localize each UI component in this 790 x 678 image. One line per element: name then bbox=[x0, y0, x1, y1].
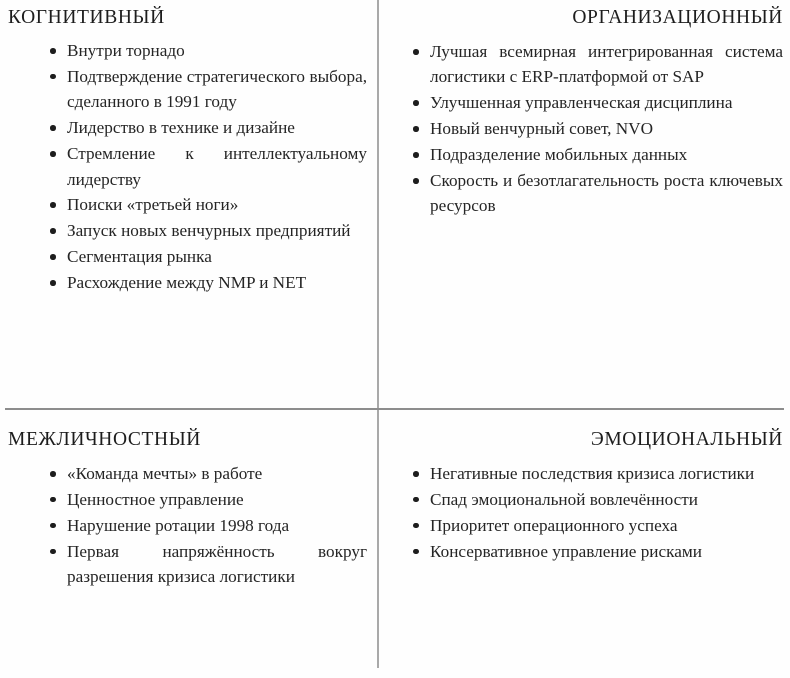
list-item bbox=[401, 539, 783, 564]
list-item bbox=[401, 487, 783, 512]
list-item-text: «Команда мечты» в работе bbox=[67, 464, 263, 483]
list-item bbox=[8, 192, 367, 217]
list-item-text: Сегментация рынка bbox=[67, 247, 212, 267]
list-item bbox=[8, 115, 367, 140]
list-item-text: Поиски «третьей ноги» bbox=[67, 195, 239, 215]
quadrant-title-cognitive: КОГНИТИВНЫЙ bbox=[8, 7, 165, 28]
quadrant-cognitive bbox=[0, 0, 377, 408]
list-item bbox=[8, 461, 367, 486]
list-item-text: Новый венчурный совет, NVO bbox=[430, 119, 653, 139]
list-item bbox=[8, 270, 367, 295]
quadrant-title-organizational: ОРГАНИЗАЦИОННЫЙ bbox=[572, 7, 783, 28]
list-item bbox=[401, 90, 783, 115]
list-item bbox=[401, 142, 783, 167]
quadrant-organizational bbox=[379, 0, 790, 408]
list-item-text: Внутри торнадо bbox=[67, 41, 185, 60]
list-interpersonal bbox=[8, 461, 367, 590]
list-item bbox=[8, 64, 367, 115]
list-item bbox=[8, 539, 367, 590]
list-item-text: Лидерство в технике и дизайне bbox=[67, 118, 295, 138]
list-organizational bbox=[401, 39, 783, 219]
list-item-text: Улучшенная управленческая дисциплина bbox=[430, 93, 733, 113]
list-item-text: Приоритет операционного успеха bbox=[430, 515, 678, 535]
list-item bbox=[401, 513, 783, 538]
list-item-text: Скорость и безотлагательность роста ключевых ресурсов bbox=[430, 171, 783, 216]
list-item bbox=[8, 487, 367, 512]
list-item-text: Запуск новых венчурных предприятий bbox=[67, 221, 351, 241]
list-item-text: Спад эмоциональной вовлечённости bbox=[430, 489, 698, 509]
list-item-text: Нарушение ротации 1998 года bbox=[67, 515, 290, 535]
quadrant-title-interpersonal: МЕЖЛИЧНОСТНЫЙ bbox=[8, 429, 201, 450]
list-item bbox=[401, 116, 783, 141]
list-item bbox=[8, 513, 367, 538]
list-item-text: Ценностное управление bbox=[67, 489, 244, 509]
list-item-text: Первая напряжённость вокруг разрешения кризиса логистики bbox=[67, 541, 367, 587]
list-item bbox=[401, 168, 783, 219]
list-item bbox=[401, 39, 783, 90]
list-item-text: Подтверждение стратегического выбора, сделанного в 1991 году bbox=[67, 66, 367, 112]
list-item bbox=[8, 218, 367, 243]
list-item bbox=[401, 461, 783, 486]
list-item bbox=[8, 141, 367, 192]
list-emotional bbox=[401, 461, 783, 564]
quadrant-emotional bbox=[379, 410, 790, 678]
list-item-text: Расхождение между NMP и NET bbox=[67, 273, 307, 293]
list-item-text: Подразделение мобильных данных bbox=[430, 145, 688, 165]
quadrant-title-emotional: ЭМОЦИОНАЛЬНЫЙ bbox=[590, 429, 783, 450]
list-item-text: Консервативное управление рисками bbox=[430, 541, 702, 561]
list-item bbox=[8, 38, 367, 63]
list-item-text: Лучшая всемирная интегрированная система логистики с ERP-платформой от SAP bbox=[430, 42, 783, 87]
list-item bbox=[8, 244, 367, 269]
quadrant-interpersonal bbox=[0, 410, 377, 678]
list-cognitive bbox=[8, 38, 367, 296]
list-item-text: Негативные последствия кризиса логистики bbox=[430, 464, 755, 483]
list-item-text: Стремление к интеллектуальному лидерству bbox=[67, 144, 367, 189]
